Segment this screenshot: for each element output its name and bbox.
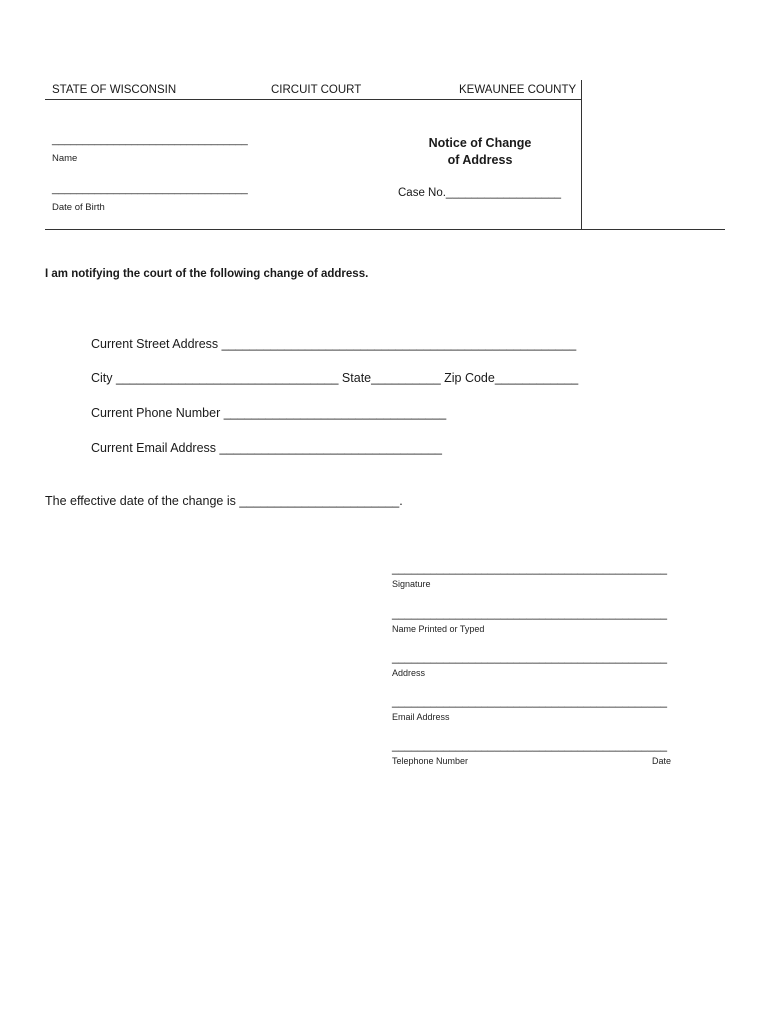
court-label: CIRCUIT COURT [271, 84, 362, 96]
dob-label: Date of Birth [52, 202, 105, 213]
county-label: KEWAUNEE COUNTY [459, 84, 577, 96]
case-number-field[interactable]: Case No.__________________ [398, 187, 562, 199]
signature-label: Signature [392, 579, 431, 589]
city-state-zip-field[interactable]: City ________________________________ State__________ Zip Code____________ [91, 371, 579, 385]
address-line[interactable]: ___________________________________________ [392, 652, 668, 664]
caption-bottom-rule [45, 229, 725, 230]
email-address-field[interactable]: Current Email Address ________________________________ [91, 441, 442, 455]
caption-divider [581, 80, 582, 230]
printed-name-label: Name Printed or Typed [392, 624, 485, 634]
telephone-line[interactable]: ___________________________________________ [392, 740, 668, 752]
name-field[interactable]: ________________________________ [52, 134, 248, 146]
street-address-field[interactable]: Current Street Address ___________________________________________________ [91, 337, 577, 351]
form-title-line2: of Address [447, 153, 513, 167]
email-line[interactable]: ___________________________________________ [392, 696, 668, 708]
printed-name-line[interactable]: ___________________________________________ [392, 608, 668, 620]
form-title-line1: Notice of Change [428, 136, 532, 150]
header-rule [45, 99, 582, 100]
state-label: STATE OF WISCONSIN [52, 84, 177, 96]
signature-line[interactable]: ___________________________________________ [392, 563, 668, 575]
phone-number-field[interactable]: Current Phone Number ________________________________ [91, 406, 447, 420]
dob-field[interactable]: ________________________________ [52, 183, 248, 195]
intro-statement: I am notifying the court of the following change of address. [45, 268, 369, 280]
email-label: Email Address [392, 712, 450, 722]
name-label: Name [52, 153, 78, 164]
date-label: Date [652, 756, 672, 766]
address-label: Address [392, 668, 426, 678]
effective-date-field[interactable]: The effective date of the change is _______________________. [45, 494, 403, 508]
telephone-label: Telephone Number [392, 756, 469, 766]
